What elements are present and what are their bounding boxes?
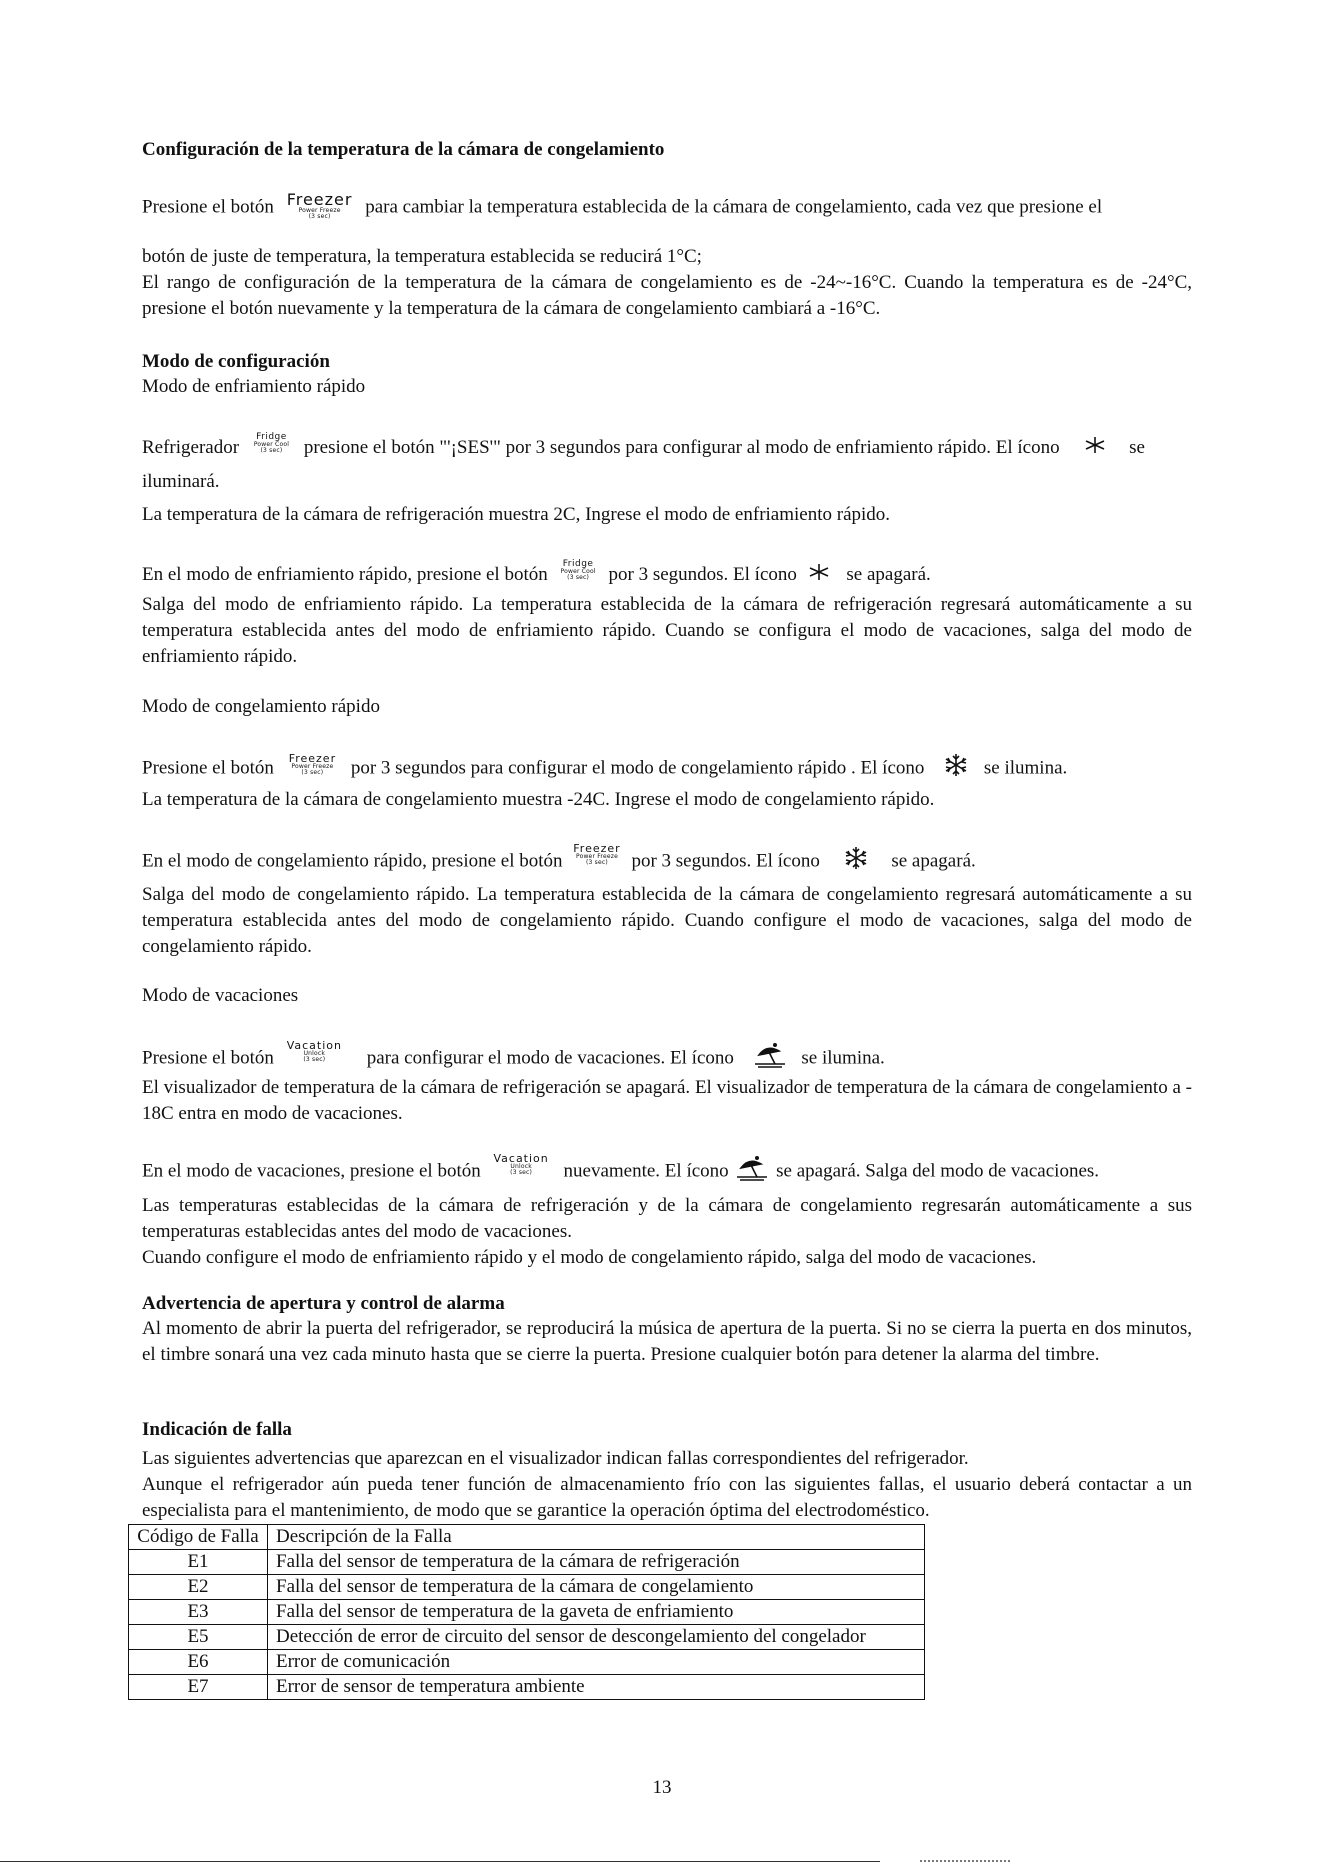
alarm-heading: Advertencia de apertura y control de alarma <box>142 1293 505 1314</box>
button-time: (3 sec) <box>567 574 590 582</box>
fault-code: E1 <box>129 1550 268 1575</box>
button-sub: Power Freeze <box>298 207 341 214</box>
table-row <box>129 1600 925 1625</box>
text-span: para cambiar la temperatura establecida de la cámara de congelamiento, cada vez que presione el <box>365 196 1103 218</box>
faults-p1: Las siguientes advertencias que aparezcan en el visualizador indican fallas correspondientes del refrigerador. <box>142 1448 969 1469</box>
fault-code: E2 <box>129 1575 268 1600</box>
fast-freeze-p4: Salga del modo de congelamiento rápido. La temperatura establecida de la cámara de congelamiento regresará automáticamente a su temperatura establecida antes del modo de congelamiento rápido. Cuando configure el modo de vacaciones, salga del modo de congelamiento rápido. <box>142 884 1192 957</box>
text-span: se ilumina. <box>801 1047 885 1069</box>
fast-freeze-p2: La temperatura de la cámara de congelamiento muestra -24C. Ingrese el modo de congelamiento rápido. <box>142 789 935 810</box>
snowflake-asterisk-icon <box>808 563 830 589</box>
freezer-temp-line3: El rango de configuración de la temperatura de la cámara de congelamiento es de -24~-16°C. Cuando la temperatura es de -24°C, presione el botón nuevamente y la temperatura de la cámara de congelamiento cambiará a -16°C. <box>142 272 1192 319</box>
button-sub: Power Cool <box>253 441 290 449</box>
text-span: Presione el botón <box>142 196 274 218</box>
button-sub: Unlock <box>303 1049 326 1057</box>
table-header-row <box>129 1525 925 1550</box>
vacation-title: Modo de vacaciones <box>142 985 299 1006</box>
faults-heading: Indicación de falla <box>142 1419 292 1440</box>
fault-desc: Detección de error de circuito del sensor de descongelamiento del congelador <box>268 1625 925 1650</box>
freezer-temp-line2: botón de juste de temperatura, la temperatura establecida se reducirá 1°C; <box>142 246 702 267</box>
text-span: nuevamente. El ícono <box>563 1160 729 1182</box>
beach-umbrella-icon <box>753 1042 787 1076</box>
button-time: (3 sec) <box>308 213 331 220</box>
faults-p2: Aunque el refrigerador aún pueda tener función de almacenamiento frío con las siguientes fallas, el usuario deberá contactar a un especialista para el mantenimiento, de modo que se garantice la operación óptima del electrodoméstico. <box>142 1474 1192 1521</box>
button-label: Freezer <box>286 190 353 209</box>
fast-cool-title: Modo de enfriamiento rápido <box>142 376 366 397</box>
button-label: Vacation <box>493 1151 549 1165</box>
button-label: Fridge <box>256 432 287 443</box>
text-span: presione el botón "'¡SES'" por 3 segundos para configurar al modo de enfriamiento rápido. El ícono <box>303 437 1060 458</box>
table-row <box>129 1675 925 1700</box>
text-span: En el modo de vacaciones, presione el botón <box>142 1160 481 1182</box>
text-span: por 3 segundos. El ícono <box>631 850 820 872</box>
button-time: (3 sec) <box>586 858 608 866</box>
page-number: 13 <box>652 1777 672 1798</box>
fault-table <box>128 1524 925 1700</box>
freezer-button-graphic <box>289 753 336 776</box>
text-span: Presione el botón <box>142 1047 274 1069</box>
freezer-button-graphic <box>287 192 353 220</box>
fault-desc: Falla del sensor de temperatura de la gaveta de enfriamiento <box>268 1600 925 1625</box>
fast-cool-p1 <box>142 432 1192 462</box>
fast-freeze-p3 <box>142 841 1192 878</box>
button-time: (3 sec) <box>301 768 324 776</box>
button-time: (3 sec) <box>303 1055 326 1063</box>
text-span: se apagará. <box>891 850 976 872</box>
modes-heading: Modo de configuración <box>142 351 330 372</box>
fault-desc: Error de comunicación <box>268 1650 925 1675</box>
fast-freeze-p1 <box>142 753 1192 785</box>
fault-code: E3 <box>129 1600 268 1625</box>
freezer-temp-heading: Configuración de la temperatura de la cámara de congelamiento <box>142 139 665 160</box>
table-row <box>129 1625 925 1650</box>
text-span: se ilumina. <box>983 757 1068 779</box>
beach-umbrella-icon <box>735 1155 769 1189</box>
vacation-button-graphic <box>287 1040 342 1063</box>
fast-freeze-title: Modo de congelamiento rápido <box>142 696 380 717</box>
snowflake-asterisk-icon <box>1084 436 1106 462</box>
text-span: para configurar el modo de vacaciones. El ícono <box>366 1047 734 1069</box>
text-span: Refrigerador <box>142 437 240 458</box>
fast-cool-p4: Salga del modo de enfriamiento rápido. La temperatura establecida de la cámara de refrigeración regresará automáticamente a su temperatura establecida antes del modo de enfriamiento rápido. Cuando se configura el modo de vacaciones, salga del modo de enfriamiento rápido. <box>142 594 1192 667</box>
text-span: En el modo de enfriamiento rápido, presione el botón <box>142 564 548 585</box>
button-time: (3 sec) <box>510 1168 533 1176</box>
snowflake-icon <box>843 846 869 878</box>
alarm-text: Al momento de abrir la puerta del refrigerador, se reproducirá la música de apertura de la puerta. Si no se cierra la puerta en dos minutos, el timbre sonará una vez cada minuto hasta que se cierre la puerta. Presione cualquier botón para detener la alarma del timbre. <box>142 1318 1192 1365</box>
footer-dots <box>920 1860 1010 1864</box>
button-sub: Unlock <box>510 1162 532 1170</box>
fridge-button-graphic <box>561 560 596 581</box>
vacation-p5: Cuando configure el modo de enfriamiento rápido y el modo de congelamiento rápido, salga del modo de vacaciones. <box>142 1247 1037 1268</box>
table-row <box>129 1575 925 1600</box>
text-span: se apagará. <box>846 564 931 585</box>
fault-code: E6 <box>129 1650 268 1675</box>
table-row <box>129 1650 925 1675</box>
fault-code: E7 <box>129 1675 268 1700</box>
text-span: En el modo de congelamiento rápido, presione el botón <box>142 850 563 872</box>
fault-desc: Falla del sensor de temperatura de la cámara de congelamiento <box>268 1575 925 1600</box>
fault-code: E5 <box>129 1625 268 1650</box>
snowflake-icon <box>943 753 969 785</box>
fast-cool-p1-cont: iluminará. <box>142 471 220 492</box>
button-label: Fridge <box>562 559 594 570</box>
vacation-p4: Las temperaturas establecidas de la cámara de refrigeración y de la cámara de congelamiento regresarán automáticamente a sus temperaturas establecidas antes del modo de vacaciones. <box>142 1195 1192 1242</box>
button-label: Vacation <box>286 1038 342 1052</box>
text-span: por 3 segundos. El ícono <box>608 564 797 585</box>
button-sub: Power Freeze <box>575 852 618 860</box>
button-sub: Power Cool <box>560 568 596 576</box>
fault-desc: Falla del sensor de temperatura de la cámara de refrigeración <box>268 1550 925 1575</box>
vacation-button-graphic <box>493 1153 548 1176</box>
button-sub: Power Freeze <box>291 762 334 770</box>
vacation-p3 <box>142 1151 1192 1189</box>
fault-desc: Error de sensor de temperatura ambiente <box>268 1675 925 1700</box>
button-label: Freezer <box>288 751 337 765</box>
fast-cool-p2: La temperatura de la cámara de refrigeración muestra 2C, Ingrese el modo de enfriamiento rápido. <box>142 504 891 525</box>
vacation-p2: El visualizador de temperatura de la cámara de refrigeración se apagará. El visualizador de temperatura de la cámara de congelamiento a - 18C entra en modo de vacaciones. <box>142 1077 1192 1124</box>
button-label: Freezer <box>573 841 621 855</box>
text-span: por 3 segundos para configurar el modo de congelamiento rápido . El ícono <box>350 757 925 779</box>
table-header-code: Código de Falla <box>129 1525 268 1550</box>
fast-cool-p3 <box>142 559 1192 589</box>
footer-rule <box>0 1861 880 1862</box>
table-header-desc: Descripción de la Falla <box>268 1525 925 1550</box>
fridge-button-graphic <box>254 433 289 454</box>
table-row <box>129 1550 925 1575</box>
freezer-temp-line1 <box>142 190 1192 222</box>
freezer-button-graphic <box>573 843 620 866</box>
button-time: (3 sec) <box>260 447 283 455</box>
text-span: Presione el botón <box>142 757 274 779</box>
vacation-p1 <box>142 1038 1192 1076</box>
text-span: se <box>1129 437 1145 458</box>
text-span: se apagará. Salga del modo de vacaciones. <box>776 1160 1100 1182</box>
